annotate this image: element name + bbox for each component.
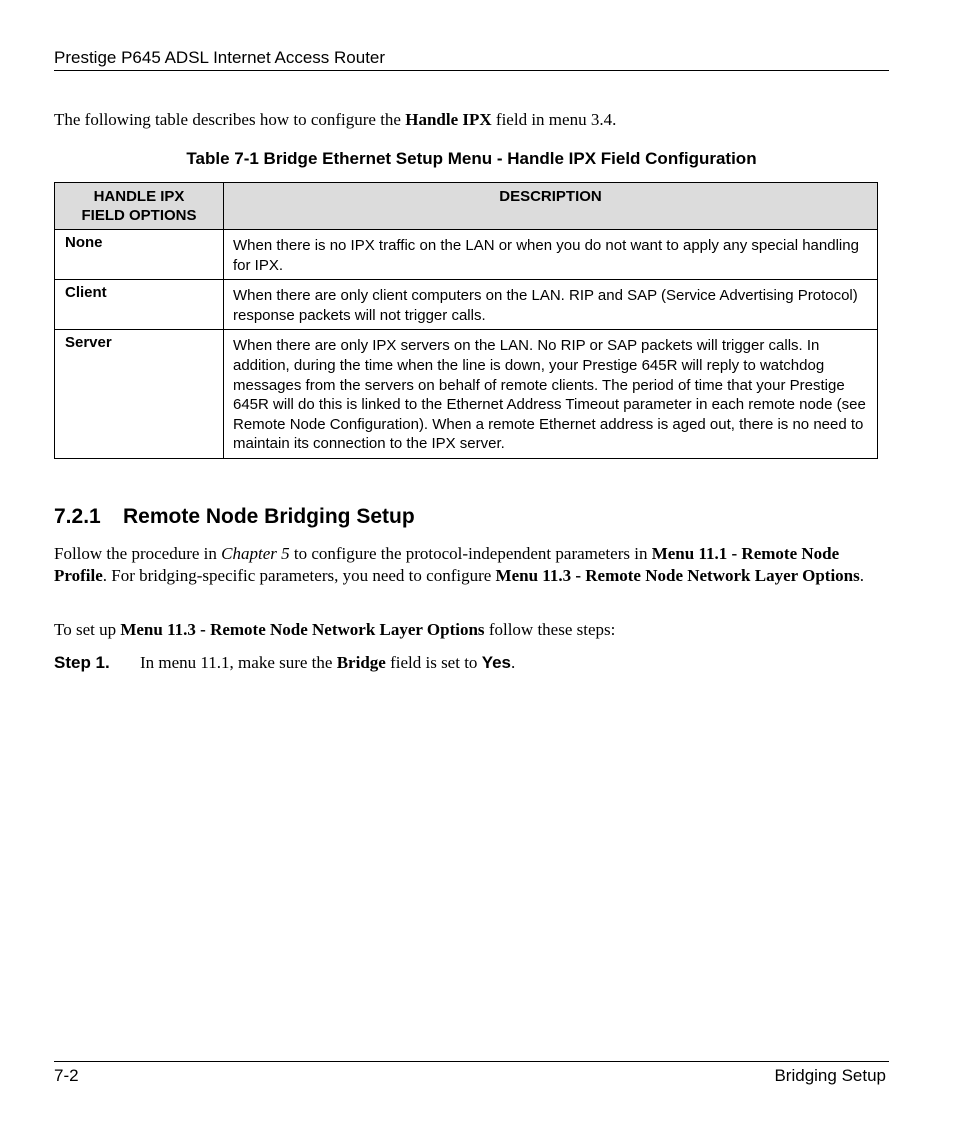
description-cell: When there are only client computers on the LAN. RIP and SAP (Service Advertising Protocol) response packets will not trigger calls. (224, 280, 878, 330)
step-label: Step 1. (54, 653, 110, 672)
description-cell: When there is no IPX traffic on the LAN or when you do not want to apply any special handling for IPX. (224, 230, 878, 280)
intro-field-name: Handle IPX (405, 110, 492, 129)
table-header-row (55, 183, 878, 230)
table-row (55, 330, 878, 459)
page-number: 7-2 (54, 1066, 79, 1085)
section-number: 7.2.1 (54, 505, 101, 528)
description-cell: When there are only IPX servers on the LAN. No RIP or SAP packets will trigger calls. In addition, during the time when the line is down, your Prestige 645R will reply to watchdog messages from the servers on behalf of remote clients. The period of time that your Prestige 645R will do this is linked to the Ethernet Address Timeout parameter in each remote node (see Remote Node Configuration). When a remote Ethernet address is aged out, there is no need to maintain its connection to the IPX server. (224, 330, 878, 459)
intro-text: The following table describes how to configure the (54, 110, 406, 129)
table-caption: Table 7-1 Bridge Ethernet Setup Menu - Handle IPX Field Configuration (186, 149, 757, 168)
menu-reference: Menu 11.1 - Remote Node Profile (54, 544, 840, 585)
table-row (55, 280, 878, 330)
header-title: Prestige P645 ADSL Internet Access Router (54, 48, 386, 67)
column-header-description: DESCRIPTION (224, 183, 878, 230)
chapter-reference: Chapter 5 (221, 544, 290, 563)
section-title: Remote Node Bridging Setup (123, 505, 415, 528)
field-value: Yes (481, 653, 511, 672)
column-header-options: HANDLE IPX FIELD OPTIONS (55, 183, 224, 230)
step-1: Step 1. In menu 11.1, make sure the Bridge field is set to Yes. (54, 653, 516, 672)
option-cell: Server (55, 330, 224, 459)
section-heading (54, 505, 415, 529)
menu-reference: Menu 11.3 - Remote Node Network Layer Options (120, 620, 485, 639)
steps-intro-paragraph: To set up Menu 11.3 - Remote Node Network Layer Options follow these steps: (54, 620, 616, 639)
menu-reference: Menu 11.3 - Remote Node Network Layer Options (495, 565, 860, 585)
field-name: Bridge (336, 653, 386, 672)
page-footer (54, 1061, 889, 1086)
handle-ipx-table (54, 182, 878, 459)
procedure-paragraph: Follow the procedure in Chapter 5 to configure the protocol-independent parameters in Menu 11.1 - Remote Node Profile. For bridging-specific parameters, you need to configure Menu 11.3 - Remote Node Network Layer Options. (54, 544, 865, 585)
intro-text-end: field in menu 3.4. (491, 110, 617, 129)
option-cell: None (55, 230, 224, 280)
chapter-name: Bridging Setup (774, 1066, 886, 1085)
option-cell: Client (55, 280, 224, 330)
page-header (54, 48, 889, 71)
intro-paragraph (54, 110, 616, 130)
table-row (55, 230, 878, 280)
